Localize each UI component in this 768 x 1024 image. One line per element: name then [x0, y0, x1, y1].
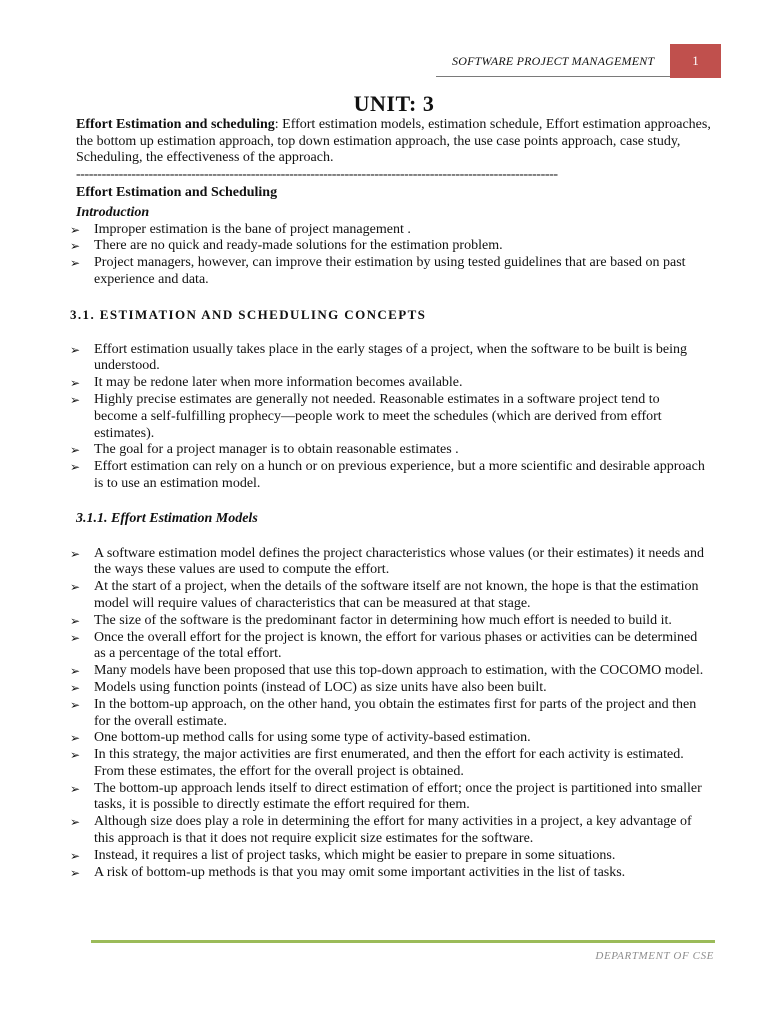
arrow-bullet-icon: ➢ — [70, 222, 81, 237]
list-item: ➢ One bottom-up method calls for using some type of activity-based estimation. — [70, 730, 531, 746]
arrow-bullet-icon: ➢ — [70, 731, 81, 746]
list-item: ➢ Once the overall effort for the project is known, the effort for various phases or activities can be determined as a percentage of the total effort. — [70, 629, 698, 662]
intro-bullet-list — [70, 222, 706, 289]
summary-lead: Effort Estimation and scheduling — [76, 116, 275, 132]
page-content — [70, 91, 712, 881]
models-bullet-list — [70, 546, 706, 882]
list-item: ➢ Highly precise estimates are generally not needed. Reasonable estimates in a software project tend to become a self-fulfilling prophecy—people work to meet the schedules (which are derived from effort estimates). — [70, 391, 662, 441]
list-item: ➢ Project managers, however, can improve their estimation by using tested guidelines that are based on past experience and data. — [70, 255, 686, 287]
page-number-badge: 1 — [670, 44, 721, 78]
arrow-bullet-icon: ➢ — [70, 342, 81, 357]
list-item: ➢ A risk of bottom-up methods is that you may omit some important activities in the list of tasks. — [70, 864, 626, 880]
arrow-bullet-icon: ➢ — [70, 697, 81, 712]
arrow-bullet-icon: ➢ — [70, 630, 81, 645]
list-item: ➢ Instead, it requires a list of project tasks, which might be easier to prepare in some situations. — [70, 847, 616, 863]
arrow-bullet-icon: ➢ — [70, 546, 81, 561]
list-item: ➢ The size of the software is the predominant factor in determining how much effort is needed to build it. — [70, 612, 672, 628]
intro-heading: Introduction — [76, 204, 150, 220]
header-rule — [436, 76, 670, 77]
list-item: ➢ In the bottom-up approach, on the other hand, you obtain the estimates first for parts of the project and then for the overall estimate. — [70, 696, 697, 729]
section-title: Effort Estimation and Scheduling — [76, 184, 278, 200]
header-title: SOFTWARE PROJECT MANAGEMENT — [452, 54, 655, 68]
list-item: ➢ In this strategy, the major activities are first enumerated, and then the effort for each activity is estimated. From these estimates, the effort for the overall project is obtained. — [70, 747, 684, 779]
list-item: ➢ Many models have been proposed that use this top-down approach to estimation, with the COCOMO model. — [70, 663, 704, 679]
summary-text: : Effort estimation models, estimation schedule, Effort estimation approaches, the bottom up estimation approach, top down estimation approach, the use case points approach, case study, Scheduling, the effectiveness of the approach. — [76, 116, 711, 166]
arrow-bullet-icon: ➢ — [70, 748, 81, 763]
footer-department: DEPARTMENT OF CSE — [595, 950, 714, 962]
list-item: ➢ Effort estimation can rely on a hunch or on previous experience, but a more scientific and desirable approach is to use an estimation model. — [70, 459, 705, 491]
list-item: ➢ The goal for a project manager is to obtain reasonable estimates . — [70, 442, 459, 458]
arrow-bullet-icon: ➢ — [70, 781, 81, 796]
unit-title: UNIT: 3 — [353, 91, 435, 116]
list-item: ➢ There are no quick and ready-made solutions for the estimation problem. — [70, 238, 503, 254]
list-item: ➢ At the start of a project, when the details of the software itself are not known, the hope is that the estimation model will require values of characteristics that can be measured at that stage. — [70, 579, 699, 611]
concepts-heading: 3.1. ESTIMATION AND SCHEDULING CONCEPTS — [70, 306, 427, 322]
arrow-bullet-icon: ➢ — [70, 392, 81, 407]
list-item: ➢ Models using function points (instead of LOC) as size units have also been built. — [70, 679, 547, 695]
arrow-bullet-icon: ➢ — [70, 443, 81, 458]
arrow-bullet-icon: ➢ — [70, 613, 81, 628]
list-item: ➢ Effort estimation usually takes place in the early stages of a project, when the software to be built is being understood. — [70, 341, 688, 374]
list-item: ➢ Improper estimation is the bane of project management . — [70, 221, 411, 237]
arrow-bullet-icon: ➢ — [70, 376, 81, 391]
arrow-bullet-icon: ➢ — [70, 460, 81, 475]
arrow-bullet-icon: ➢ — [70, 815, 81, 830]
dashed-divider: ----------------------------------------------------------------------------------------------------------------- — [76, 167, 558, 183]
list-item: ➢ The bottom-up approach lends itself to direct estimation of effort; once the project is partitioned into smaller tasks, it is possible to directly estimate the effort required for them. — [70, 780, 702, 813]
arrow-bullet-icon: ➢ — [70, 680, 81, 695]
list-item: ➢ Although size does play a role in determining the effort for many activities in a project, a key advantage of this approach is that it does not require explicit size estimates for the software. — [70, 814, 692, 847]
arrow-bullet-icon: ➢ — [70, 848, 81, 863]
models-heading: 3.1.1. Effort Estimation Models — [76, 510, 258, 526]
arrow-bullet-icon: ➢ — [70, 256, 81, 271]
arrow-bullet-icon: ➢ — [70, 865, 81, 880]
list-item: ➢ It may be redone later when more information becomes available. — [70, 375, 463, 391]
concepts-bullet-list — [70, 342, 706, 493]
arrow-bullet-icon: ➢ — [70, 239, 81, 254]
footer-rule — [91, 940, 715, 943]
arrow-bullet-icon: ➢ — [70, 580, 81, 595]
list-item: ➢ A software estimation model defines the project characteristics whose values (or their estimates) it needs and the ways these values are used to compute the effort. — [70, 545, 704, 578]
unit-summary — [76, 117, 712, 167]
arrow-bullet-icon: ➢ — [70, 664, 81, 679]
